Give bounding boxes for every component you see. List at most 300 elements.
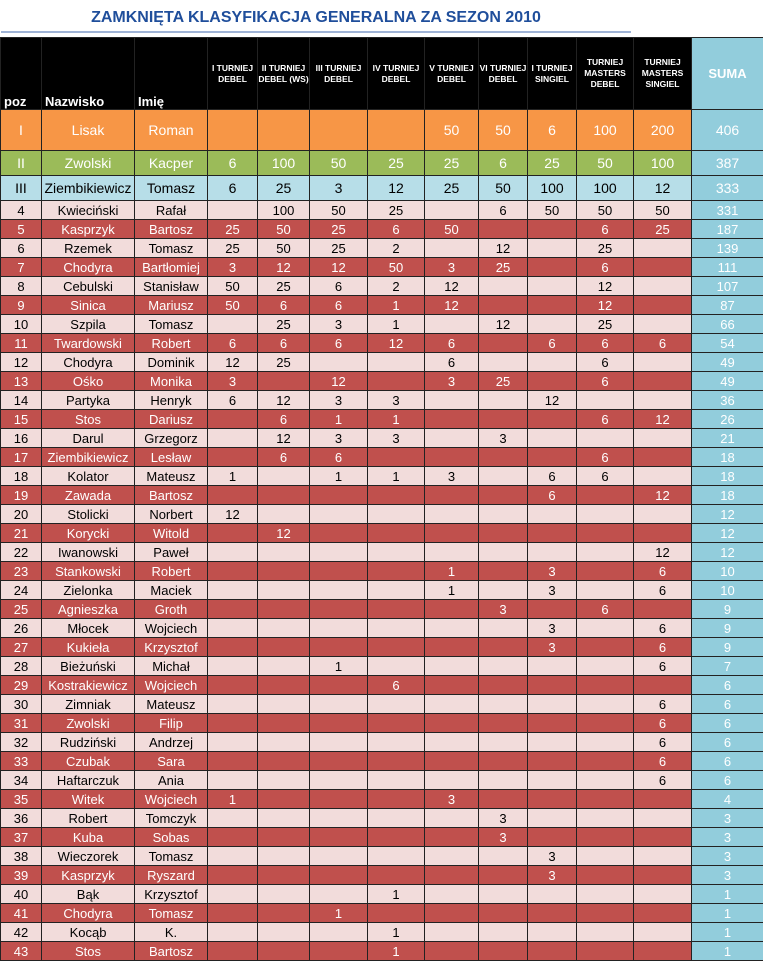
score-cell [208,657,258,676]
score-cell [310,562,368,581]
score-cell: 25 [310,239,368,258]
score-cell [258,790,310,809]
sum-cell: 3 [692,847,763,866]
score-cell: 6 [634,581,692,600]
sum-cell: 9 [692,619,763,638]
sum-cell: 12 [692,543,763,562]
score-cell: 6 [528,486,577,505]
score-cell [425,486,479,505]
score-cell [425,524,479,543]
position-cell: 31 [1,714,42,733]
score-cell: 1 [310,657,368,676]
score-cell: 12 [258,524,310,543]
score-cell: 12 [208,505,258,524]
table-row [1,828,763,847]
position-cell: 15 [1,410,42,429]
table-row [1,220,763,239]
table-row [1,176,763,201]
position-cell: 40 [1,885,42,904]
table-row [1,486,763,505]
score-cell [528,524,577,543]
score-cell: 1 [368,942,425,961]
score-cell [258,676,310,695]
score-cell [425,391,479,410]
first-name-cell: Andrzej [135,733,208,752]
sum-cell: 12 [692,505,763,524]
score-cell [425,676,479,695]
column-header-t3d: III TURNIEJ DEBEL [310,38,368,110]
score-cell: 2 [368,277,425,296]
score-cell [577,429,634,448]
first-name-cell: Tomasz [135,847,208,866]
score-cell [528,315,577,334]
score-cell [528,353,577,372]
score-cell [208,885,258,904]
score-cell [479,695,528,714]
score-cell: 25 [634,220,692,239]
score-cell [577,733,634,752]
table-row [1,239,763,258]
position-cell: 30 [1,695,42,714]
score-cell [577,904,634,923]
score-cell [577,581,634,600]
surname-cell: Rzemek [42,239,135,258]
score-cell [634,391,692,410]
surname-cell: Kasprzyk [42,866,135,885]
position-cell: 21 [1,524,42,543]
score-cell [634,600,692,619]
score-cell [634,505,692,524]
score-cell [208,676,258,695]
score-cell: 3 [528,581,577,600]
first-name-cell: Ryszard [135,866,208,885]
score-cell: 2 [368,239,425,258]
score-cell [425,448,479,467]
score-cell [528,296,577,315]
score-cell: 6 [258,448,310,467]
score-cell: 200 [634,110,692,151]
score-cell [479,866,528,885]
score-cell: 3 [425,790,479,809]
sum-cell: 49 [692,372,763,391]
score-cell: 25 [258,315,310,334]
sum-cell: 187 [692,220,763,239]
score-cell: 50 [310,201,368,220]
score-cell [634,828,692,847]
position-cell: 22 [1,543,42,562]
score-cell [528,239,577,258]
first-name-cell: Lesław [135,448,208,467]
score-cell: 6 [577,353,634,372]
score-cell [479,923,528,942]
score-cell [258,543,310,562]
table-row [1,866,763,885]
first-name-cell: Stanisław [135,277,208,296]
score-cell [479,638,528,657]
score-cell: 50 [368,258,425,277]
score-cell [310,923,368,942]
table-row [1,771,763,790]
score-cell [368,828,425,847]
first-name-cell: Groth [135,600,208,619]
first-name-cell: Sara [135,752,208,771]
score-cell [479,942,528,961]
surname-cell: Iwanowski [42,543,135,562]
score-cell: 3 [208,372,258,391]
score-cell [208,923,258,942]
position-cell: 39 [1,866,42,885]
score-cell [310,638,368,657]
score-cell [528,771,577,790]
score-cell [577,885,634,904]
first-name-cell: Dariusz [135,410,208,429]
table-row [1,201,763,220]
score-cell: 6 [634,638,692,657]
score-cell [258,619,310,638]
surname-cell: Chodyra [42,258,135,277]
score-cell: 100 [528,176,577,201]
position-cell: 25 [1,600,42,619]
surname-cell: Bąk [42,885,135,904]
score-cell [479,220,528,239]
score-cell [425,828,479,847]
position-cell: 35 [1,790,42,809]
score-cell [258,505,310,524]
score-cell [577,619,634,638]
score-cell [425,600,479,619]
position-cell: 41 [1,904,42,923]
score-cell [258,771,310,790]
score-cell [425,714,479,733]
score-cell [634,676,692,695]
score-cell [577,752,634,771]
score-cell [528,258,577,277]
score-cell [258,562,310,581]
score-cell: 6 [634,771,692,790]
table-row [1,809,763,828]
score-cell [208,543,258,562]
position-cell: 11 [1,334,42,353]
score-cell [208,942,258,961]
sum-cell: 3 [692,809,763,828]
first-name-cell: Tomczyk [135,809,208,828]
surname-cell: Bieżuński [42,657,135,676]
score-cell [425,923,479,942]
score-cell [258,942,310,961]
score-cell: 6 [310,296,368,315]
score-cell [310,505,368,524]
score-cell [368,657,425,676]
table-row [1,923,763,942]
sum-cell: 6 [692,771,763,790]
score-cell [479,676,528,695]
score-cell: 1 [368,467,425,486]
surname-cell: Korycki [42,524,135,543]
sum-cell: 107 [692,277,763,296]
score-cell: 3 [528,619,577,638]
score-cell: 1 [368,315,425,334]
score-cell: 6 [479,151,528,176]
score-cell: 25 [479,372,528,391]
score-cell [528,277,577,296]
table-row [1,714,763,733]
first-name-cell: Robert [135,562,208,581]
first-name-cell: Ania [135,771,208,790]
surname-cell: Ziembikiewicz [42,176,135,201]
table-row [1,790,763,809]
surname-cell: Cebulski [42,277,135,296]
position-cell: 20 [1,505,42,524]
score-cell [479,486,528,505]
score-cell [425,695,479,714]
score-cell: 50 [528,201,577,220]
score-cell [208,581,258,600]
surname-cell: Młocek [42,619,135,638]
score-cell [425,904,479,923]
score-cell: 1 [425,562,479,581]
score-cell [577,771,634,790]
score-cell: 3 [310,391,368,410]
score-cell [208,847,258,866]
table-row [1,296,763,315]
score-cell: 6 [208,176,258,201]
table-row [1,619,763,638]
score-cell: 6 [634,562,692,581]
score-cell: 25 [208,220,258,239]
score-cell: 6 [479,201,528,220]
position-cell: 23 [1,562,42,581]
position-cell: 28 [1,657,42,676]
first-name-cell: Mateusz [135,467,208,486]
score-cell [368,638,425,657]
first-name-cell: Tomasz [135,904,208,923]
table-row [1,695,763,714]
score-cell [528,904,577,923]
position-cell: III [1,176,42,201]
position-cell: 5 [1,220,42,239]
score-cell [528,600,577,619]
surname-cell: Darul [42,429,135,448]
sum-cell: 21 [692,429,763,448]
score-cell: 6 [634,695,692,714]
score-cell [368,600,425,619]
score-cell: 1 [368,410,425,429]
score-cell [425,638,479,657]
position-cell: 37 [1,828,42,847]
surname-cell: Partyka [42,391,135,410]
score-cell: 100 [258,201,310,220]
sum-cell: 10 [692,562,763,581]
surname-cell: Kasprzyk [42,220,135,239]
score-cell: 6 [208,334,258,353]
table-row [1,733,763,752]
score-cell [258,110,310,151]
score-cell: 25 [577,315,634,334]
position-cell: 4 [1,201,42,220]
score-cell: 25 [479,258,528,277]
table-row [1,410,763,429]
score-cell [368,505,425,524]
score-cell: 100 [258,151,310,176]
surname-cell: Zwolski [42,714,135,733]
score-cell: 25 [258,353,310,372]
score-cell [479,334,528,353]
score-cell [310,866,368,885]
score-cell [258,581,310,600]
score-cell: 12 [425,296,479,315]
score-cell: 100 [577,176,634,201]
surname-cell: Kocąb [42,923,135,942]
score-cell: 25 [258,277,310,296]
score-cell [634,372,692,391]
score-cell [577,486,634,505]
score-cell [258,828,310,847]
score-cell [577,866,634,885]
score-cell: 12 [258,258,310,277]
score-cell [368,353,425,372]
score-cell: 6 [425,334,479,353]
score-cell [479,505,528,524]
score-cell [479,790,528,809]
score-cell: 12 [634,543,692,562]
score-cell: 6 [208,151,258,176]
score-cell [479,752,528,771]
score-cell: 3 [208,258,258,277]
first-name-cell: Wojciech [135,676,208,695]
sum-cell: 10 [692,581,763,600]
score-cell [577,543,634,562]
score-cell [577,790,634,809]
score-cell [634,239,692,258]
table-row [1,562,763,581]
table-row [1,315,763,334]
score-cell [208,110,258,151]
column-header-nazwisko: Nazwisko [42,38,135,110]
score-cell [310,619,368,638]
position-cell: 32 [1,733,42,752]
score-cell: 3 [528,866,577,885]
score-cell: 6 [577,410,634,429]
score-cell [368,904,425,923]
sum-cell: 4 [692,790,763,809]
position-cell: I [1,110,42,151]
score-cell: 6 [528,110,577,151]
first-name-cell: Roman [135,110,208,151]
score-cell: 3 [368,391,425,410]
position-cell: 14 [1,391,42,410]
score-cell [634,258,692,277]
score-cell: 12 [634,176,692,201]
first-name-cell: Filip [135,714,208,733]
score-cell: 6 [577,372,634,391]
score-cell [528,923,577,942]
score-cell [368,562,425,581]
sum-cell: 406 [692,110,763,151]
score-cell [425,315,479,334]
sum-cell: 387 [692,151,763,176]
score-cell [479,619,528,638]
score-cell: 50 [479,176,528,201]
score-cell: 12 [310,258,368,277]
surname-cell: Haftarczuk [42,771,135,790]
position-cell: 18 [1,467,42,486]
score-cell [310,733,368,752]
score-cell [310,790,368,809]
first-name-cell: Bartosz [135,486,208,505]
score-cell [479,543,528,562]
score-cell [310,885,368,904]
first-name-cell: Wojciech [135,619,208,638]
score-cell [479,733,528,752]
table-row [1,277,763,296]
score-cell: 100 [634,151,692,176]
score-cell [368,486,425,505]
score-cell [634,467,692,486]
sum-cell: 7 [692,657,763,676]
score-cell [425,239,479,258]
score-cell [368,448,425,467]
score-cell: 3 [479,828,528,847]
score-cell [425,809,479,828]
score-cell [208,486,258,505]
score-cell [577,505,634,524]
score-cell: 1 [368,923,425,942]
score-cell: 6 [208,391,258,410]
score-cell [577,828,634,847]
score-cell [310,524,368,543]
first-name-cell: Krzysztof [135,885,208,904]
score-cell: 12 [258,391,310,410]
score-cell: 3 [425,467,479,486]
score-cell [634,790,692,809]
table-row [1,505,763,524]
score-cell [634,448,692,467]
score-cell [479,524,528,543]
score-cell: 6 [577,600,634,619]
score-cell: 1 [208,790,258,809]
score-cell [258,695,310,714]
score-cell [368,847,425,866]
score-cell: 6 [634,733,692,752]
sum-cell: 3 [692,828,763,847]
table-row [1,885,763,904]
sum-cell: 1 [692,904,763,923]
surname-cell: Lisak [42,110,135,151]
score-cell: 50 [577,201,634,220]
sum-cell: 12 [692,524,763,543]
score-cell [368,581,425,600]
score-cell [368,866,425,885]
position-cell: 7 [1,258,42,277]
score-cell [310,695,368,714]
table-row [1,429,763,448]
sum-cell: 6 [692,752,763,771]
score-cell: 3 [528,847,577,866]
position-cell: II [1,151,42,176]
table-row [1,847,763,866]
sum-cell: 111 [692,258,763,277]
table-body [1,110,763,961]
table-row [1,942,763,961]
sum-cell: 6 [692,695,763,714]
surname-cell: Twardowski [42,334,135,353]
score-cell: 6 [310,277,368,296]
score-cell [634,847,692,866]
score-cell: 50 [425,220,479,239]
score-cell [479,410,528,429]
first-name-cell: Bartosz [135,220,208,239]
score-cell [310,486,368,505]
